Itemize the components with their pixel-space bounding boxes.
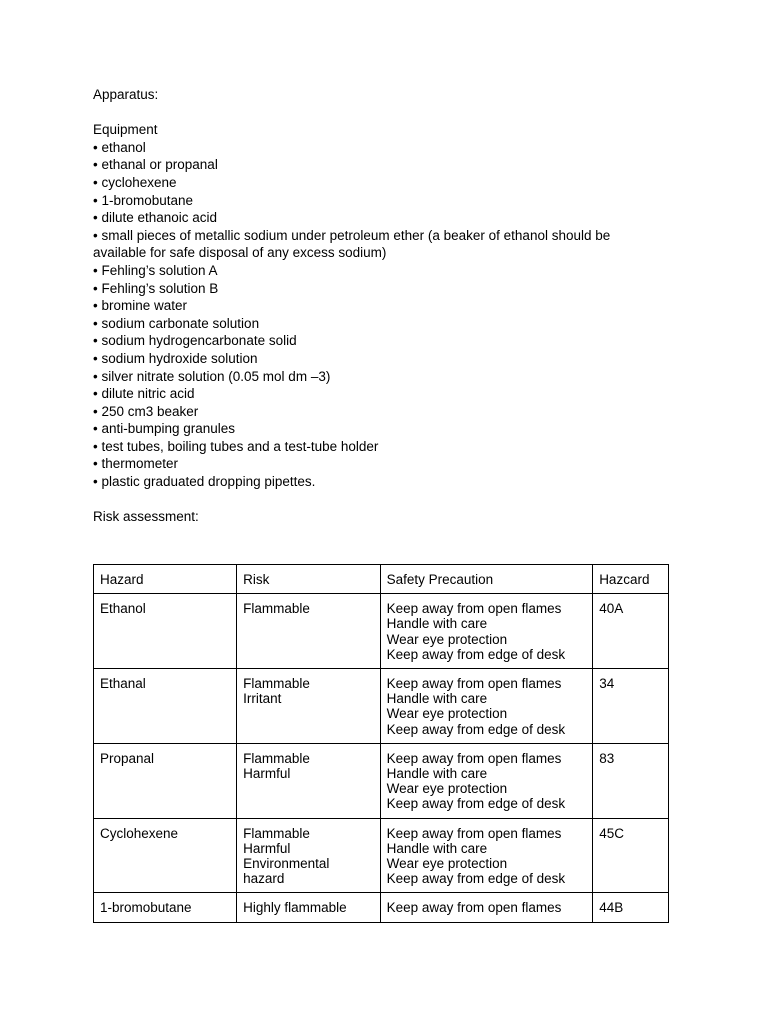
table-row bbox=[94, 893, 669, 922]
table-row bbox=[94, 743, 669, 818]
spacer bbox=[93, 104, 683, 122]
risk-line: Flammable bbox=[243, 601, 310, 617]
spacer bbox=[93, 491, 683, 509]
header-hazard: Hazard bbox=[94, 565, 237, 594]
risk-cell bbox=[237, 594, 381, 669]
table-row bbox=[94, 594, 669, 669]
table-header-row bbox=[94, 565, 669, 594]
precaution-line: Keep away from open flames bbox=[386, 825, 562, 841]
equipment-item: • test tubes, boiling tubes and a test-tube holder bbox=[93, 438, 379, 454]
equipment-item: • ethanol bbox=[93, 139, 146, 155]
equipment-item: • bromine water bbox=[93, 298, 188, 314]
safety-precaution-cell bbox=[380, 893, 593, 922]
risk-line: Environmental bbox=[243, 856, 330, 872]
risk-line: Highly flammable bbox=[243, 900, 347, 916]
precaution-line: Wear eye protection bbox=[386, 856, 508, 872]
safety-precaution-cell bbox=[380, 743, 593, 818]
equipment-item: • Fehling’s solution A bbox=[93, 262, 218, 278]
safety-precaution-cell bbox=[380, 594, 593, 669]
header-safety-precaution: Safety Precaution bbox=[380, 565, 593, 594]
safety-precaution-cell bbox=[380, 818, 593, 893]
hazcard-cell: 40A bbox=[593, 594, 669, 669]
hazcard-cell: 34 bbox=[593, 669, 669, 744]
risk-line: Flammable bbox=[243, 676, 310, 692]
hazcard-cell: 44B bbox=[593, 893, 669, 922]
equipment-item: • sodium hydrogencarbonate solid bbox=[93, 333, 297, 349]
table-body bbox=[94, 594, 669, 922]
precaution-line: Wear eye protection bbox=[386, 706, 508, 722]
hazard-cell: 1-bromobutane bbox=[94, 893, 237, 922]
hazard-cell: Propanal bbox=[94, 743, 237, 818]
precaution-line: Keep away from edge of desk bbox=[386, 796, 566, 812]
hazard-cell: Ethanol bbox=[94, 594, 237, 669]
precaution-line: Keep away from open flames bbox=[386, 676, 562, 692]
precaution-line: Keep away from edge of desk bbox=[386, 871, 566, 887]
risk-line: Flammable bbox=[243, 750, 310, 766]
equipment-item: • dilute nitric acid bbox=[93, 386, 195, 402]
precaution-line: Wear eye protection bbox=[386, 781, 508, 797]
equipment-item: • Fehling’s solution B bbox=[93, 280, 219, 296]
equipment-item: • dilute ethanoic acid bbox=[93, 210, 218, 226]
equipment-item: • sodium carbonate solution bbox=[93, 315, 260, 331]
risk-line: hazard bbox=[243, 871, 285, 887]
equipment-list bbox=[93, 139, 683, 491]
equipment-item: • thermometer bbox=[93, 456, 179, 472]
risk-assessment-table bbox=[93, 564, 669, 923]
risk-cell bbox=[237, 818, 381, 893]
risk-line: Irritant bbox=[243, 691, 282, 707]
risk-line: Harmful bbox=[243, 766, 291, 782]
precaution-line: Keep away from open flames bbox=[386, 750, 562, 766]
equipment-item: • anti-bumping granules bbox=[93, 421, 236, 437]
document-body bbox=[93, 86, 683, 526]
equipment-item: • 1-bromobutane bbox=[93, 192, 194, 208]
header-hazcard: Hazcard bbox=[593, 565, 669, 594]
equipment-item: • ethanal or propanal bbox=[93, 157, 218, 173]
hazcard-cell: 83 bbox=[593, 743, 669, 818]
equipment-item: • silver nitrate solution (0.05 mol dm –3) bbox=[93, 368, 331, 384]
hazard-cell: Ethanal bbox=[94, 669, 237, 744]
precaution-line: Keep away from open flames bbox=[386, 900, 562, 916]
equipment-item: • 250 cm3 beaker bbox=[93, 403, 199, 419]
precaution-line: Wear eye protection bbox=[386, 631, 508, 647]
equipment-item: • cyclohexene bbox=[93, 174, 177, 190]
risk-cell bbox=[237, 893, 381, 922]
hazcard-cell: 45C bbox=[593, 818, 669, 893]
hazard-cell: Cyclohexene bbox=[94, 818, 237, 893]
precaution-line: Handle with care bbox=[386, 840, 488, 856]
precaution-line: Keep away from edge of desk bbox=[386, 721, 566, 737]
risk-cell bbox=[237, 669, 381, 744]
risk-line: Flammable bbox=[243, 825, 310, 841]
equipment-item: • sodium hydroxide solution bbox=[93, 350, 258, 366]
precaution-line: Handle with care bbox=[386, 766, 488, 782]
precaution-line: Handle with care bbox=[386, 616, 488, 632]
header-risk: Risk bbox=[237, 565, 381, 594]
precaution-line: Keep away from open flames bbox=[386, 601, 562, 617]
table-row bbox=[94, 818, 669, 893]
risk-line: Harmful bbox=[243, 840, 291, 856]
equipment-item: • small pieces of metallic sodium under petroleum ether (a beaker of ethanol should be available for safe disposal of any excess sodium) bbox=[93, 227, 611, 261]
table-row bbox=[94, 669, 669, 744]
risk-assessment-heading: Risk assessment: bbox=[93, 509, 199, 525]
risk-cell bbox=[237, 743, 381, 818]
apparatus-heading: Apparatus: bbox=[93, 87, 159, 102]
precaution-line: Keep away from edge of desk bbox=[386, 646, 566, 662]
precaution-line: Handle with care bbox=[386, 691, 488, 707]
equipment-heading: Equipment bbox=[93, 122, 158, 138]
equipment-item: • plastic graduated dropping pipettes. bbox=[93, 474, 316, 490]
safety-precaution-cell bbox=[380, 669, 593, 744]
